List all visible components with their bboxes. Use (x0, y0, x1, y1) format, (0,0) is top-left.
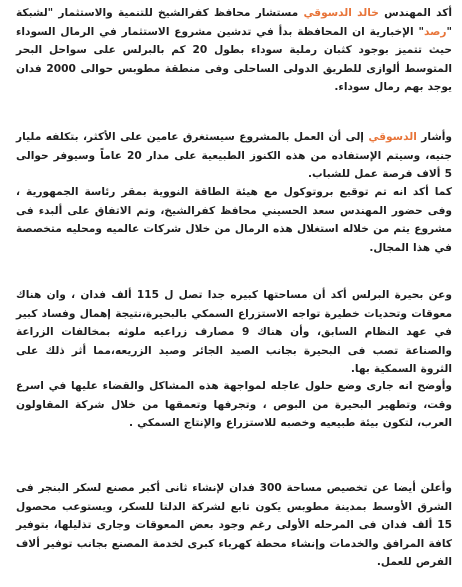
paragraph-intro (16, 4, 452, 97)
p1-text-a: أكد المهندس (378, 7, 452, 19)
paragraph-sugar-factory: وأعلن أيضا عن تخصيص مساحة 300 فدان لإنشاء ثانى أكبر مصنع لسكر البنجر فى الشرق الأوسط بمدينة مطوبس يكون تابع لشركة الدلتا للسكر، ويستوعب محصول 15 ألف فدان فى المرحله الأولى رغم وجود بعض المعوقات وجارى تذليلها، بتوفير كافة المرافق والخدمات وإنشاء محطة كهرباء كبرى لخدمة المصنع بجانب توفير ألاف الفرص للعمل. (16, 482, 452, 568)
rassd-network-highlight[interactable]: رصد (424, 25, 447, 38)
p1-text-c: مستشار محافظ كفرالشيخ للتنمية والاستثمار "لشبكة " (16, 7, 452, 38)
dessouki-highlight[interactable]: الدسوقي (368, 131, 417, 143)
paragraph-burullus-lake: وعن بحيرة البرلس أكد أن مساحتها كبيره جدا تصل ل 115 ألف فدان ، وان هناك معوقات وتحديات خطيرة تواجه الاستزراع السمكي بالبحيرة،نتيجة إهمال وفساد كبير في عهد النظام السابق، وأن هناك 9 مصارف زراعيه ملوثه بمخالفات الزراعة والصناعة تصب فى البحيرة بجانب الصيد الجائر وصيد الزريعه،مما أثر ذلك على الثروة السمكية بها. (16, 289, 452, 375)
paragraph-protocol: كما أكد انه تم توقيع بروتوكول مع هيئة الطاقة النووية بمقر رئاسة الجمهورية ، وفى حضور المهندس سعد الحسيني محافظ كفرالشيخ، وتم الاتفاق على ألبدء فى مشروع يتم من خلاله استغلال هذه الرمال من خلال شركات عالميه ومحليه متخصصة في هذا المجال. (16, 186, 452, 254)
paragraph-project-cost (16, 128, 452, 184)
p2-text-c: إلى أن العمل بالمشروع سيستغرق عامين على الأكثر، بتكلفه مليار جنيه، وسيتم الإستفاده من هذه الكنوز الطبيعية على مدار 20 عاماً وسيوفر حوالى 5 ألاف فرصة عمل للشباب. (16, 131, 452, 180)
engineer-name-highlight[interactable]: خالد الدسوقي (303, 7, 379, 19)
p2-text-a: وأشار (416, 131, 453, 143)
paragraph-solutions: وأوضح انه جارى وضع حلول عاجله لمواجهة هذه المشاكل والقضاء عليها في اسرع وقت، وتطهير البحيرة من البوص ، وتجرفها وتعمقها من خلال شركة المقاولون العرب، لتكون بيئة طبيعيه وخصبه للاستزراع والإنتاج السمكي . (16, 380, 452, 429)
p1-text-e: " الإخبارية ان المحافظة بدأ في تدشين مشروع الاستثمار في الرمال السوداء حيث تتميز بوجود كثبان رملية سوداء بطول 20 كم بالبرلس على سواحل البحر المتوسط ألوازى للطريق الدولى الساحلى وفى منطقة مطوبس حوالى 2000 فدان يوجد بهم رمال سوداء. (16, 25, 452, 93)
